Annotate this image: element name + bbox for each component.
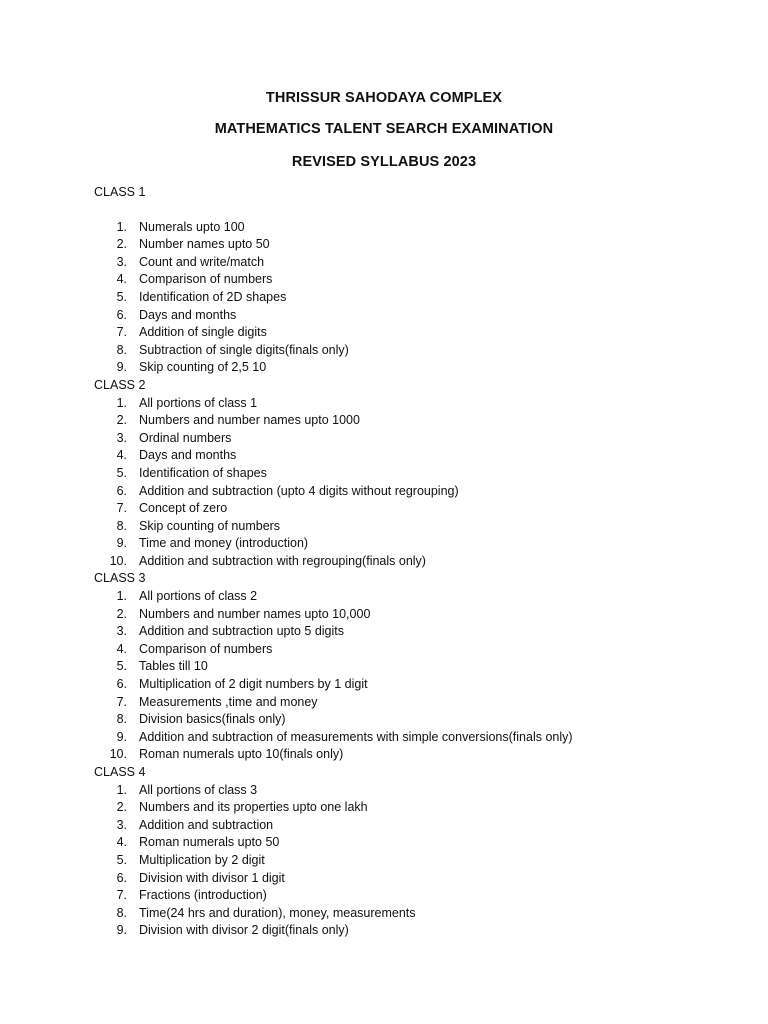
list-item-text: Subtraction of single digits(finals only) xyxy=(139,342,349,357)
list-item xyxy=(94,430,734,448)
class-heading: CLASS 2 xyxy=(94,377,146,392)
list-item xyxy=(94,553,734,571)
class-section xyxy=(94,570,734,764)
list-item xyxy=(94,254,734,272)
list-item-number: 6. xyxy=(116,677,127,692)
list-item-number: 7. xyxy=(116,325,127,340)
list-item-text: All portions of class 1 xyxy=(139,395,258,410)
list-item xyxy=(94,219,734,237)
list-item xyxy=(94,271,734,289)
list-item-number: 7. xyxy=(116,694,127,709)
list-item xyxy=(94,922,734,940)
list-item-text: Identification of shapes xyxy=(139,465,267,480)
list-item-text: All portions of class 2 xyxy=(139,589,258,604)
list-item-number: 1. xyxy=(116,589,127,604)
list-item xyxy=(94,746,734,764)
document-subtitle: MATHEMATICS TALENT SEARCH EXAMINATION xyxy=(214,121,554,137)
list-item-number: 2. xyxy=(116,800,127,815)
list-item-text: Days and months xyxy=(139,448,237,463)
class-section xyxy=(94,764,734,940)
list-item-number: 5. xyxy=(116,852,127,867)
list-item-number: 8. xyxy=(116,905,127,920)
syllabus-content xyxy=(94,184,734,940)
class-heading: CLASS 3 xyxy=(94,571,146,586)
list-item-number: 5. xyxy=(116,465,127,480)
class-section xyxy=(94,184,734,377)
list-item xyxy=(94,289,734,307)
list-item-number: 5. xyxy=(116,659,127,674)
list-item-text: Addition and subtraction upto 5 digits xyxy=(139,624,344,639)
list-item xyxy=(94,535,734,553)
list-item-text: Addition and subtraction of measurements with simple conversions(finals only) xyxy=(139,729,573,744)
list-item xyxy=(94,359,734,377)
list-item-text: Numerals upto 100 xyxy=(139,219,245,234)
list-item-text: Numbers and its properties upto one lakh xyxy=(139,800,368,815)
list-item xyxy=(94,518,734,536)
list-item-text: Time and money (introduction) xyxy=(139,536,309,551)
list-item xyxy=(94,483,734,501)
list-item-text: Multiplication of 2 digit numbers by 1 digit xyxy=(139,677,368,692)
list-item xyxy=(94,236,734,254)
syllabus-list xyxy=(94,395,734,571)
list-item-text: Comparison of numbers xyxy=(139,641,273,656)
syllabus-heading: REVISED SYLLABUS 2023 xyxy=(291,154,477,170)
document-title: THRISSUR SAHODAYA COMPLEX xyxy=(265,90,503,106)
list-item-number: 8. xyxy=(116,518,127,533)
syllabus-list xyxy=(94,219,734,377)
list-item xyxy=(94,817,734,835)
list-item xyxy=(94,658,734,676)
list-item-number: 6. xyxy=(116,483,127,498)
list-item xyxy=(94,447,734,465)
list-item xyxy=(94,324,734,342)
list-item-text: Number names upto 50 xyxy=(139,237,270,252)
class-heading: CLASS 4 xyxy=(94,765,146,779)
list-item-number: 7. xyxy=(116,501,127,516)
list-item xyxy=(94,905,734,923)
list-item-number: 3. xyxy=(116,254,127,269)
list-item-number: 4. xyxy=(116,448,127,463)
list-item-text: Addition and subtraction with regrouping(finals only) xyxy=(139,553,426,568)
list-item-text: Roman numerals upto 10(finals only) xyxy=(139,747,344,762)
list-item xyxy=(94,606,734,624)
list-item-text: Fractions (introduction) xyxy=(139,888,267,903)
list-item-number: 9. xyxy=(116,923,127,938)
list-item-text: Multiplication by 2 digit xyxy=(139,852,265,867)
list-item-number: 10. xyxy=(109,553,127,568)
list-item-text: Addition of single digits xyxy=(139,325,267,340)
spacer xyxy=(94,202,734,219)
list-item xyxy=(94,623,734,641)
list-item-number: 6. xyxy=(116,307,127,322)
list-item-number: 8. xyxy=(116,342,127,357)
list-item-text: Count and write/match xyxy=(139,254,265,269)
syllabus-list xyxy=(94,588,734,764)
list-item-number: 2. xyxy=(116,237,127,252)
list-item xyxy=(94,500,734,518)
list-item-text: Measurements ,time and money xyxy=(139,694,318,709)
list-item-number: 3. xyxy=(116,624,127,639)
list-item-number: 3. xyxy=(116,817,127,832)
list-item xyxy=(94,729,734,747)
list-item xyxy=(94,834,734,852)
list-item-number: 2. xyxy=(116,413,127,428)
list-item-number: 5. xyxy=(116,289,127,304)
list-item-text: Skip counting of 2,5 10 xyxy=(139,360,267,375)
list-item-number: 3. xyxy=(116,430,127,445)
list-item xyxy=(94,711,734,729)
list-item xyxy=(94,588,734,606)
list-item-number: 9. xyxy=(116,360,127,375)
list-item xyxy=(94,465,734,483)
list-item-text: Division with divisor 2 digit(finals only) xyxy=(139,923,349,938)
list-item xyxy=(94,307,734,325)
syllabus-list xyxy=(94,782,734,940)
list-item xyxy=(94,641,734,659)
list-item-number: 4. xyxy=(116,835,127,850)
list-item-number: 1. xyxy=(116,395,127,410)
list-item xyxy=(94,887,734,905)
list-item-text: Numbers and number names upto 10,000 xyxy=(139,606,371,621)
list-item-text: Comparison of numbers xyxy=(139,272,273,287)
list-item-number: 4. xyxy=(116,272,127,287)
list-item xyxy=(94,799,734,817)
list-item-text: Numbers and number names upto 1000 xyxy=(139,413,360,428)
list-item-text: Addition and subtraction (upto 4 digits without regrouping) xyxy=(139,483,459,498)
list-item-text: All portions of class 3 xyxy=(139,782,258,797)
class-heading: CLASS 1 xyxy=(94,185,146,199)
list-item xyxy=(94,694,734,712)
list-item xyxy=(94,676,734,694)
list-item-number: 7. xyxy=(116,888,127,903)
list-item-text: Division with divisor 1 digit xyxy=(139,870,285,885)
list-item-text: Tables till 10 xyxy=(139,659,208,674)
class-section xyxy=(94,377,734,571)
list-item xyxy=(94,870,734,888)
list-item-text: Time(24 hrs and duration), money, measurements xyxy=(139,905,416,920)
list-item-text: Skip counting of numbers xyxy=(139,518,281,533)
list-item xyxy=(94,782,734,800)
list-item-text: Addition and subtraction xyxy=(139,817,274,832)
list-item xyxy=(94,852,734,870)
list-item-number: 4. xyxy=(116,641,127,656)
list-item-text: Identification of 2D shapes xyxy=(139,289,287,304)
list-item-number: 1. xyxy=(116,782,127,797)
list-item-number: 2. xyxy=(116,606,127,621)
list-item xyxy=(94,342,734,360)
list-item-number: 10. xyxy=(109,747,127,762)
list-item-text: Roman numerals upto 50 xyxy=(139,835,280,850)
list-item-text: Days and months xyxy=(139,307,237,322)
list-item xyxy=(94,395,734,413)
list-item-number: 9. xyxy=(116,536,127,551)
list-item-text: Division basics(finals only) xyxy=(139,712,286,727)
list-item-number: 9. xyxy=(116,729,127,744)
list-item xyxy=(94,412,734,430)
list-item-text: Ordinal numbers xyxy=(139,430,232,445)
list-item-text: Concept of zero xyxy=(139,501,228,516)
list-item-number: 1. xyxy=(116,219,127,234)
list-item-number: 6. xyxy=(116,870,127,885)
list-item-number: 8. xyxy=(116,712,127,727)
